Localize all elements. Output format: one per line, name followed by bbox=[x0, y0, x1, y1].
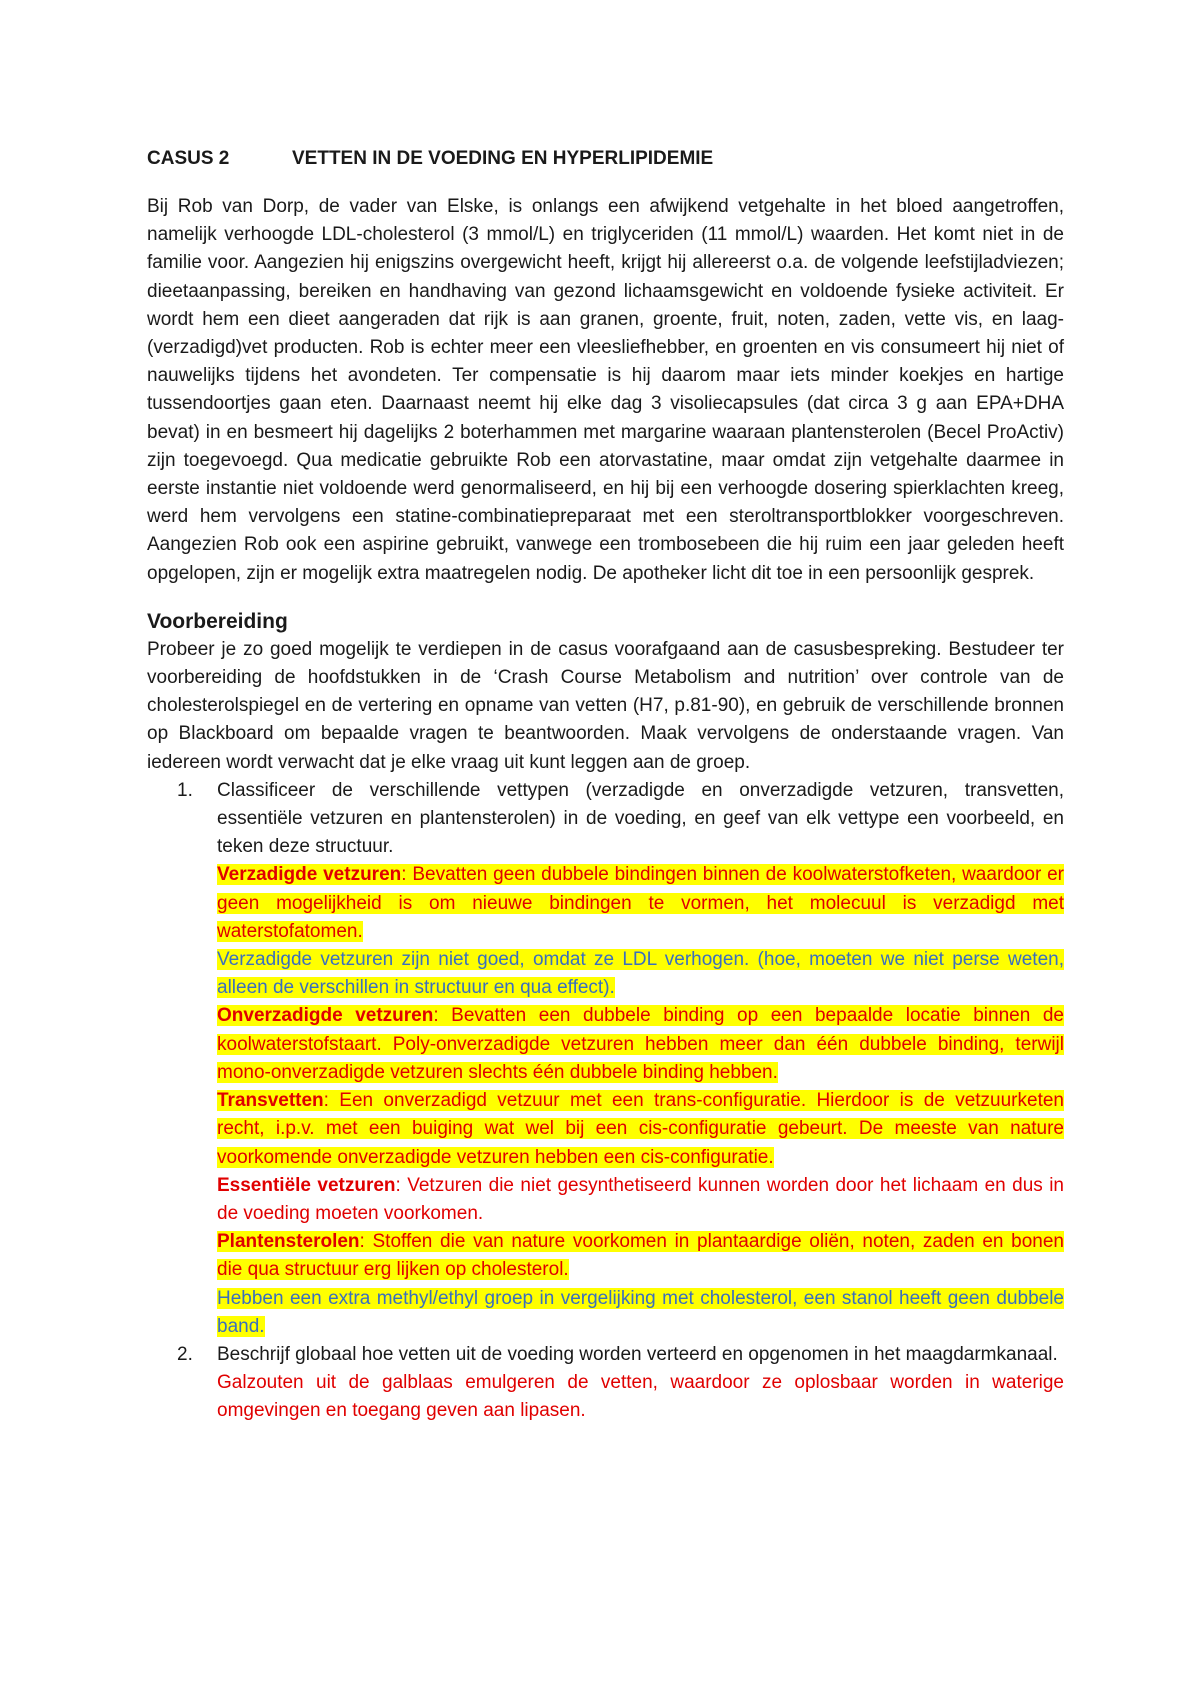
answer-term: Plantensterolen bbox=[217, 1231, 360, 1253]
answer-term: Verzadigde vetzuren bbox=[217, 864, 402, 886]
preparation-paragraph: Probeer je zo goed mogelijk te verdiepen in de casus voorafgaand aan de casusbespreking. Bestudeer ter voorbereiding de hoofdstukken in de ‘Crash Course Metabolism and nutrition’ over controle van de cholesterolspiegel en de vertering en opname van vetten (H7, p.81-90), en gebruik de verschillende bronnen op Blackboard om bepaalde vragen te beantwoorden. Maak vervolgens de onderstaande vragen. Van iedereen wordt verwacht dat je elke vraag uit kunt leggen aan de groep. bbox=[147, 638, 1064, 773]
answer-note-plant-sterols bbox=[217, 1285, 1064, 1341]
answer-trans bbox=[217, 1087, 1064, 1172]
question-item bbox=[147, 777, 1064, 1341]
answer-term: Essentiële vetzuren bbox=[217, 1174, 396, 1196]
preparation-heading: Voorbereiding bbox=[147, 609, 288, 633]
answer-unsaturated bbox=[217, 1002, 1064, 1087]
case-number: CASUS 2 bbox=[147, 148, 230, 169]
answer-plant-sterols bbox=[217, 1228, 1064, 1284]
answer-digestion: Galzouten uit de galblaas emulgeren de vetten, waardoor ze oplosbaar worden in waterige omgevingen en toegang geven aan lipasen. bbox=[217, 1372, 1064, 1422]
case-title: VETTEN IN DE VOEDING EN HYPERLIPIDEMIE bbox=[292, 148, 714, 169]
question-number: 2. bbox=[177, 1343, 193, 1365]
question-item bbox=[147, 1341, 1064, 1426]
answer-text: : Bevatten een dubbele binding op een bepaalde locatie binnen de koolwaterstofstaart. Poly-onverzadigde vetzuren hebben meer dan één dubbele binding, terwijl mono-onverzadigde vetzuren slechts één dubbele binding hebben. bbox=[217, 1005, 1064, 1083]
answer-text: : Een onverzadigd vetzuur met een trans-configuratie. Hierdoor is de vetzuurketen recht, i.p.v. met een buiging wat wel bij een cis-configuratie gebeurt. De meeste van nature voorkomende onverzadigde vetzuren hebben een cis-configuratie. bbox=[217, 1090, 1064, 1168]
document-content bbox=[147, 145, 1064, 1426]
answer-term: Transvetten bbox=[217, 1090, 324, 1112]
answer-note: Verzadigde vetzuren zijn niet goed, omdat ze LDL verhogen. (hoe, moeten we niet perse weten, alleen de verschillen in structuur en qua effect). bbox=[217, 949, 1064, 999]
question-list bbox=[147, 777, 1064, 1426]
question-text: Classificeer de verschillende vettypen (verzadigde en onverzadigde vetzuren, transvetten, essentiële vetzuren en plantensterolen) in de voeding, en geef van elk vettype een voorbeeld, en teken deze structuur. bbox=[217, 779, 1064, 858]
answer-saturated bbox=[217, 861, 1064, 946]
question-number: 1. bbox=[177, 779, 193, 801]
answer-note: Hebben een extra methyl/ethyl groep in vergelijking met cholesterol, een stanol heeft geen dubbele band. bbox=[217, 1287, 1064, 1337]
question-text: Beschrijf globaal hoe vetten uit de voeding worden verteerd en opgenomen in het maagdarmkanaal. bbox=[217, 1343, 1058, 1365]
case-heading bbox=[147, 145, 1064, 173]
case-intro-paragraph: Bij Rob van Dorp, de vader van Elske, is onlangs een afwijkend vetgehalte in het bloed aangetroffen, namelijk verhoogde LDL-cholesterol (3 mmol/L) en triglyceriden (11 mmol/L) waarden. Het komt niet in de familie voor. Aangezien hij enigszins overgewicht heeft, krijgt hij allereerst o.a. de volgende leefstijladviezen; dieetaanpassing, bereiken en handhaving van gezond lichaamsgewicht en voldoende fysieke activiteit. Er wordt hem een dieet aangeraden dat rijk is aan granen, groente, fruit, noten, zaden, vette vis, en laag-(verzadigd)vet producten. Rob is echter meer een vleesliefhebber, en groenten en vis consumeert hij niet of nauwelijks tijdens het avondeten. Ter compensatie is hij daarom maar iets minder koekjes en hartige tussendoortjes gaan eten. Daarnaast neemt hij elke dag 3 visoliecapsules (dat circa 3 g aan EPA+DHA bevat) in en besmeert hij dagelijks 2 boterhammen met margarine waaraan plantensterolen (Becel ProActiv) zijn toegevoegd. Qua medicatie gebruikte Rob een atorvastatine, maar omdat zijn vetgehalte daarmee in eerste instantie niet voldoende werd genormaliseerd, en hij bij een verhoogde dosering spierklachten kreeg, werd hem vervolgens een statine-combinatiepreparaat met een steroltransportblokker voorgeschreven. Aangezien Rob ook een aspirine gebruikt, vanwege een trombosebeen die hij ruim een jaar geleden heeft opgelopen, zijn er mogelijk extra maatregelen nodig. De apotheker licht dit toe in een persoonlijk gesprek. bbox=[147, 196, 1064, 584]
answer-essential bbox=[217, 1172, 1064, 1228]
answer-text: : Stoffen die van nature voorkomen in plantaardige oliën, noten, zaden en bonen die qua structuur erg lijken op cholesterol. bbox=[217, 1231, 1064, 1281]
answer-text: : Bevatten geen dubbele bindingen binnen de koolwaterstofketen, waardoor er geen mogelijkheid is om nieuwe bindingen te vormen, het molecuul is verzadigd met waterstofatomen. bbox=[217, 864, 1064, 942]
answer-term: Onverzadigde vetzuren bbox=[217, 1005, 434, 1027]
answer-text: : Vetzuren die niet gesynthetiseerd kunnen worden door het lichaam en dus in de voeding moeten voorkomen. bbox=[217, 1174, 1064, 1224]
answer-note-saturated bbox=[217, 946, 1064, 1002]
